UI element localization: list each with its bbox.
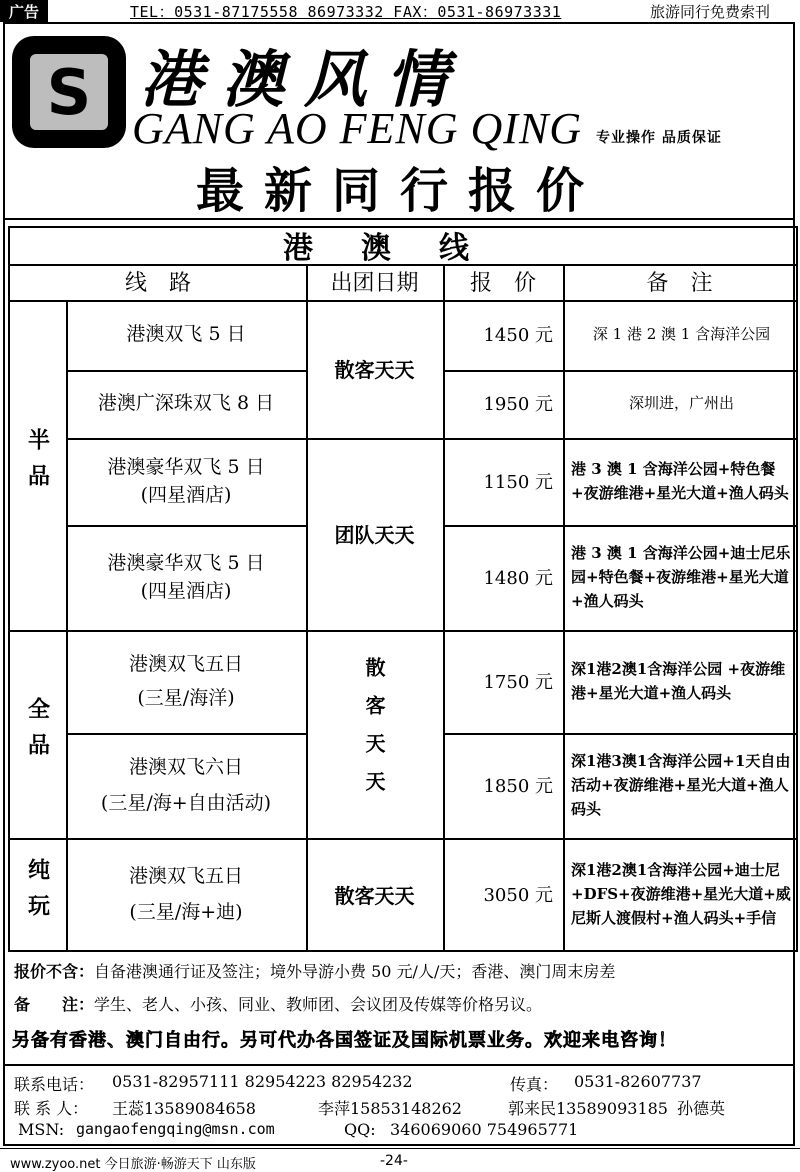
schedule-2: 团队天天 bbox=[334, 522, 415, 547]
route-4-line2: (四星酒店) bbox=[140, 580, 232, 602]
person-label: 联 系 人： bbox=[14, 1099, 89, 1118]
remark-text: 学生、老人、小孩、同业、教师团、会议团及传媒等价格另议。 bbox=[94, 995, 543, 1014]
route-3-line2: (四星酒店) bbox=[140, 484, 232, 506]
phone-label: 联系电话： bbox=[14, 1075, 95, 1094]
route-3 bbox=[66, 438, 306, 524]
price-3: 1150 元 bbox=[483, 472, 553, 493]
route-7-line1: 港澳双飞五日 bbox=[128, 865, 243, 887]
footer-site[interactable]: www.zyoo.net 今日旅游·畅游天下 山东版 bbox=[10, 1157, 256, 1172]
schedule-3 bbox=[306, 630, 443, 836]
route-6-line2: (三星/海+自由活动) bbox=[100, 791, 272, 814]
page-headline: 最新同行报价 bbox=[195, 163, 604, 219]
price-5: 1750 元 bbox=[483, 671, 553, 693]
contact-divider bbox=[3, 1064, 795, 1066]
note-3: 港 3 澳 1 含海洋公园+特色餐+夜游维港+星光大道+渔人码头 bbox=[571, 460, 789, 502]
logo-s-icon: S bbox=[46, 55, 92, 129]
section-title: 港澳线 bbox=[283, 231, 517, 266]
note-2: 深圳进，广州出 bbox=[628, 394, 734, 412]
brand-name-en: GANG AO FENG QING bbox=[132, 104, 583, 153]
note-1: 深 1 港 2 澳 1 含海洋公园 bbox=[592, 325, 771, 343]
header-price: 报 价 bbox=[469, 270, 536, 296]
route-6-line1: 港澳双飞六日 bbox=[128, 755, 243, 778]
route-5 bbox=[66, 630, 306, 731]
route-6 bbox=[66, 733, 306, 836]
route-7-line2: (三星/海+迪) bbox=[129, 901, 243, 923]
footer-divider bbox=[0, 1148, 800, 1149]
note-7: 深1港2澳1含海洋公园+迪士尼+DFS+夜游维港+星光大道+威尼斯人渡假村+渔人码头+手信 bbox=[571, 861, 791, 927]
header-date: 出团日期 bbox=[330, 270, 419, 296]
top-tel-fax: TEL：0531-87175558 86973332 FAX：0531-86973331 bbox=[130, 3, 562, 21]
contact-person-2: 李萍15853148262 bbox=[318, 1099, 462, 1118]
route-7 bbox=[66, 838, 306, 950]
route-2: 港澳广深珠双飞 8 日 bbox=[97, 392, 275, 414]
route-5-line2: (三星/海洋) bbox=[137, 686, 235, 709]
schedule-1: 散客天天 bbox=[334, 357, 415, 382]
ad-tag: 广告 bbox=[0, 0, 48, 22]
fax-label: 传真： bbox=[510, 1075, 559, 1094]
remark-label: 备 注： bbox=[14, 995, 95, 1014]
exclude-label: 报价不含： bbox=[14, 962, 95, 981]
category-half bbox=[10, 300, 66, 628]
category-half-label: 半品 bbox=[24, 428, 51, 500]
brand-logo bbox=[12, 36, 126, 148]
note-5: 深1港2澳1含海洋公园 +夜游维港+星光大道+渔人码头 bbox=[571, 659, 786, 702]
contact-person-1: 王蕊13589084658 bbox=[112, 1099, 256, 1118]
route-5-line1: 港澳双飞五日 bbox=[128, 652, 243, 675]
promo-banner: 另备有香港、澳门自由行。另可代办各国签证及国际机票业务。欢迎来电咨询！ bbox=[12, 1030, 677, 1051]
schedule-4: 散客天天 bbox=[334, 883, 415, 908]
route-3-line1: 港澳豪华双飞 5 日 bbox=[107, 456, 265, 478]
brand-name-cn: 港澳风情 bbox=[140, 43, 469, 116]
schedule-3-label: 散客天天 bbox=[362, 657, 386, 809]
category-pure bbox=[10, 838, 66, 950]
exclude-note bbox=[14, 959, 615, 982]
header-note: 备 注 bbox=[646, 270, 713, 296]
price-7: 3050 元 bbox=[483, 885, 553, 906]
exclude-text: 自备港澳通行证及签注；境外导游小费 50 元/人/天；香港、澳门周末房差 bbox=[94, 962, 616, 981]
route-4 bbox=[66, 526, 306, 628]
price-1: 1450 元 bbox=[483, 325, 553, 346]
header-route: 线 路 bbox=[124, 270, 191, 296]
qq-numbers: 346069060 754965771 bbox=[390, 1120, 579, 1139]
headline-divider bbox=[3, 218, 795, 220]
price-6: 1850 元 bbox=[483, 775, 553, 797]
index-title: 旅游同行免费索刊 bbox=[650, 3, 771, 21]
category-pure-label: 纯玩 bbox=[24, 858, 51, 930]
route-1: 港澳双飞 5 日 bbox=[126, 323, 246, 345]
contact-person-4: 孙德英 bbox=[677, 1099, 726, 1118]
remark-note bbox=[14, 992, 542, 1015]
contact-person-3: 郭来民13589093185 bbox=[508, 1099, 668, 1118]
fax-number: 0531-82607737 bbox=[574, 1072, 702, 1091]
category-full-label: 全品 bbox=[24, 697, 51, 769]
slogan: 专业操作 品质保证 bbox=[596, 130, 722, 146]
phone-numbers: 0531-82957111 82954223 82954232 bbox=[112, 1072, 413, 1091]
note-6: 深1港3澳1含海洋公园+1天自由活动+夜游维港+星光大道+渔人码头 bbox=[571, 751, 791, 818]
category-full bbox=[10, 630, 66, 836]
note-4: 港 3 澳 1 含海洋公园+迪士尼乐园+特色餐+夜游维港+星光大道+渔人码头 bbox=[571, 544, 791, 610]
page-number: -24- bbox=[380, 1153, 408, 1169]
qq-label: QQ: bbox=[344, 1120, 376, 1139]
msn-address[interactable]: gangaofengqing@msn.com bbox=[76, 1120, 275, 1138]
price-2: 1950 元 bbox=[483, 394, 553, 415]
msn-label: MSN: bbox=[18, 1120, 65, 1139]
route-4-line1: 港澳豪华双飞 5 日 bbox=[107, 552, 265, 574]
price-4: 1480 元 bbox=[483, 568, 553, 589]
